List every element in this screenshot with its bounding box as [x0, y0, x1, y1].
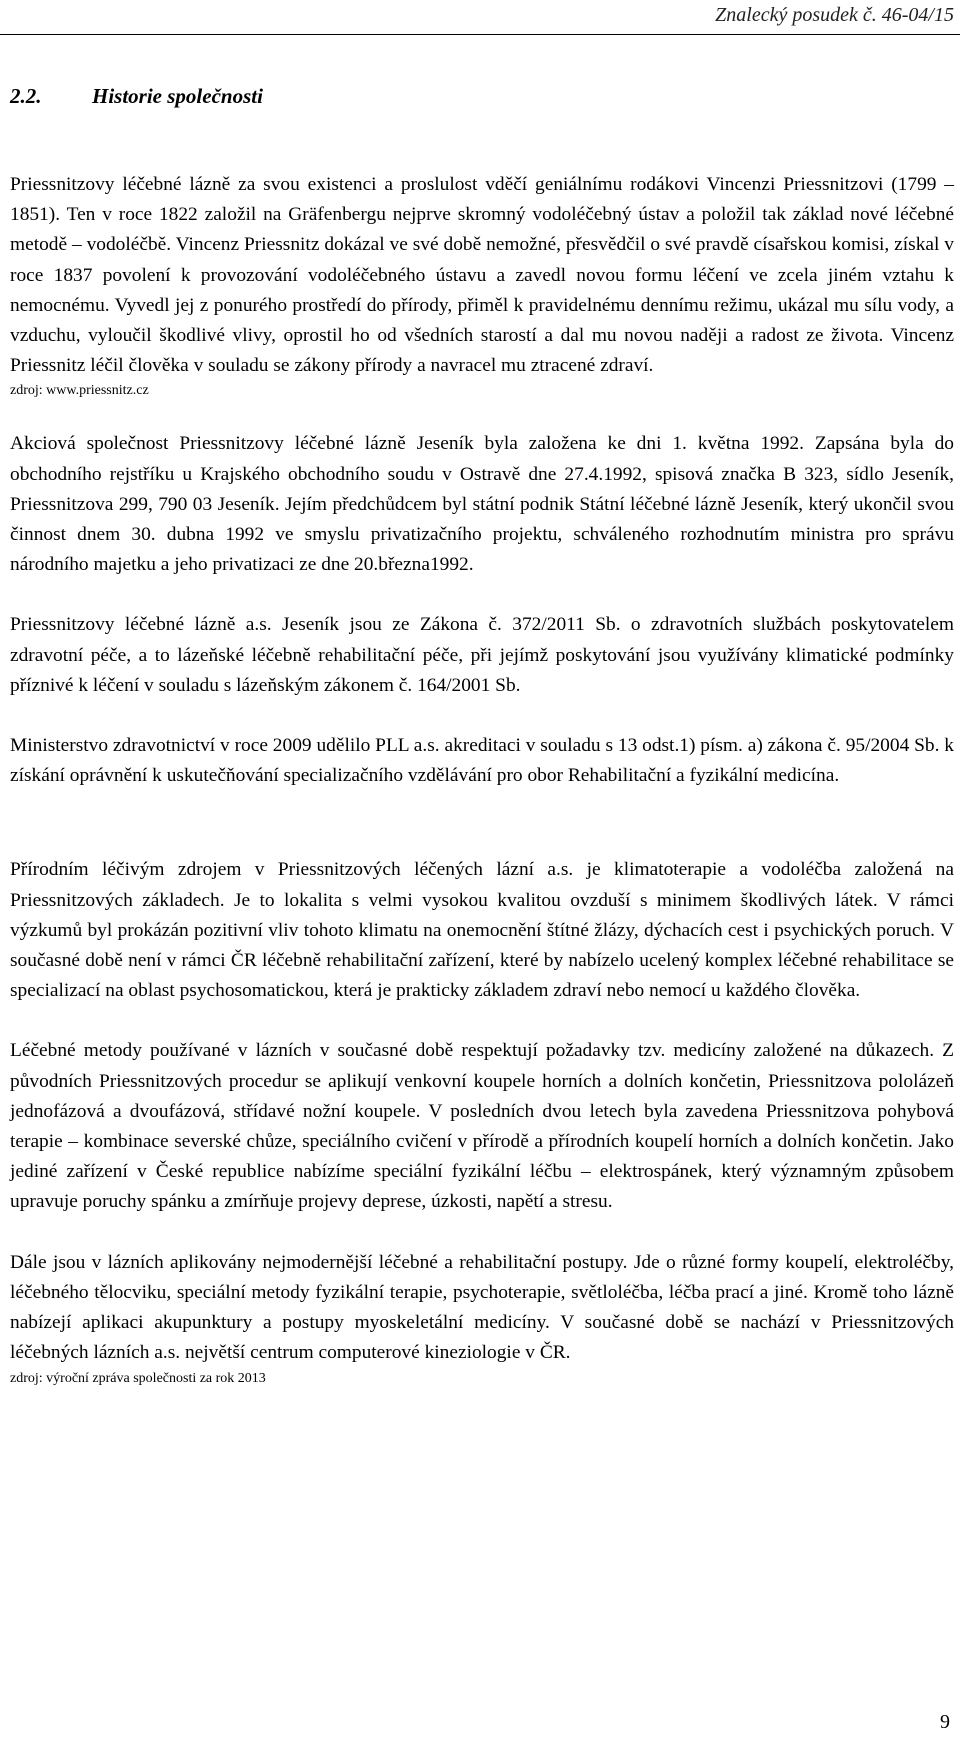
paragraph-legal: Priessnitzovy léčebné lázně a.s. Jeseník jsou ze Zákona č. 372/2011 Sb. o zdravotních službách poskytovatelem zdravotní péče, a to lázeňské léčebně rehabilitační péče, při jejímž poskytování jsou využívány klimatické podmínky příznivé k léčení v souladu s lázeňským zákonem č. 164/2001 Sb.	[10, 614, 954, 696]
section-title: Historie společnosti	[92, 84, 263, 108]
section-number: 2.2.	[10, 84, 42, 108]
paragraph-natural-resource: Přírodním léčivým zdrojem v Priessnitzových léčených lázní a.s. je klimatoterapie a vodoléčba založená na Priessnitzových základech. Je to lokalita s velmi vysokou kvalitou ovzduší s minimem škodlivých látek. V rámci výzkumů byl prokázán pozitivní vliv tohoto klimatu na onemocnění štítné žlázy, dýchacích cest i psychických poruch. V současné době není v rámci ČR léčebně rehabilitační zařízení, které by nabízelo ucelený komplex léčebné rehabilitace se specializací na oblast psychosomatickou, která je prakticky základem zdraví nebo nemocí u každého člověka.	[10, 859, 954, 1002]
document-body	[10, 170, 954, 1389]
source-note: zdroj: www.priessnitz.cz	[10, 383, 149, 399]
source-note: zdroj: výroční zpráva společnosti za rok 2013	[10, 1370, 266, 1386]
section-heading	[10, 84, 263, 109]
paragraph-methods: Léčebné metody používané v lázních v současné době respektují požadavky tzv. medicíny založené na důkazech. Z původních Priessnitzových procedur se aplikují venkovní koupele horních a dolních končetin, Priessnitzova pololázeň jednofázová a dvoufázová, střídavé nožní koupele. V posledních dvou letech byla zavedena Priessnitzova pohybová terapie – kombinace severské chůze, speciálního cvičení v přírodě a přírodních koupelí horních a dolních končetin. Jako jediné zařízení v České republice nabízíme speciální fyzikální léčbu – elektrospánek, který významným způsobem upravuje poruchy spánku a zmírňuje projevy deprese, úzkosti, napětí a stresu.	[10, 1040, 954, 1213]
paragraph-procedures: Dále jsou v lázních aplikovány nejmodernější léčebné a rehabilitační postupy. Jde o různé formy koupelí, elektroléčby, léčebného tělocviku, speciální metody fyzikální terapie, psychoterapie, světloléčba, léčba prací a jiné. Kromě toho lázně nabízejí aplikaci akupunktury a postupy myoskeletální medicíny. V současné době se nachází v Priessnitzových léčebných lázních a.s. největší centrum computerové kineziologie v ČR.	[10, 1251, 954, 1364]
document-header: Znalecký posudek č. 46-04/15	[715, 4, 954, 26]
paragraph-company: Akciová společnost Priessnitzovy léčebné lázně Jeseník byla založena ke dni 1. května 1992. Zapsána byla do obchodního rejstříku u Krajského obchodního soudu v Ostravě dne 27.4.1992, spisová značka B 323, sídlo Jeseník, Priessnitzova 299, 790 03 Jeseník. Jejím předchůdcem byl státní podnik Státní léčebné lázně Jeseník, který ukončil svou činnost dnem 30. dubna 1992 ve smyslu privatizačního projektu, schváleného rozhodnutím ministra pro správu národního majetku a jeho privatizaci ze dne 20.března1992.	[10, 433, 954, 576]
paragraph-accreditation: Ministerstvo zdravotnictví v roce 2009 udělilo PLL a.s. akreditaci v souladu s 13 odst.1) písm. a) zákona č. 95/2004 Sb. k získání oprávnění k uskutečňování specializačního vzdělávání pro obor Rehabilitační a fyzikální medicína.	[10, 735, 954, 787]
paragraph-history: Priessnitzovy léčebné lázně za svou existenci a proslulost vděčí geniálnímu rodákovi Vincenzi Priessnitzovi (1799 – 1851). Ten v roce 1822 založil na Gräfenbergu nejprve skromný vodoléčebný ústav a položil tak základ nové léčebné metodě – vodoléčbě. Vincenz Priessnitz dokázal ve své době nemožné, přesvědčil o své pravdě císařskou komisi, získal v roce 1837 povolení k provozování vodoléčebného ústavu a zavedl novou formu léčení ve zcela jiném vztahu k nemocnému. Vyvedl jej z ponurého prostředí do přírody, přiměl k pravidelnému dennímu režimu, ukázal mu sílu vody, a vzduchu, vyloučil škodlivé vlivy, oprostil ho od všedních starostí a dal mu novou naději a radost ze života. Vincenz Priessnitz léčil člověka v souladu se zákony přírody a navracel mu ztracené zdraví.	[10, 174, 954, 377]
header-divider	[0, 34, 960, 35]
page-number: 9	[940, 1711, 950, 1733]
